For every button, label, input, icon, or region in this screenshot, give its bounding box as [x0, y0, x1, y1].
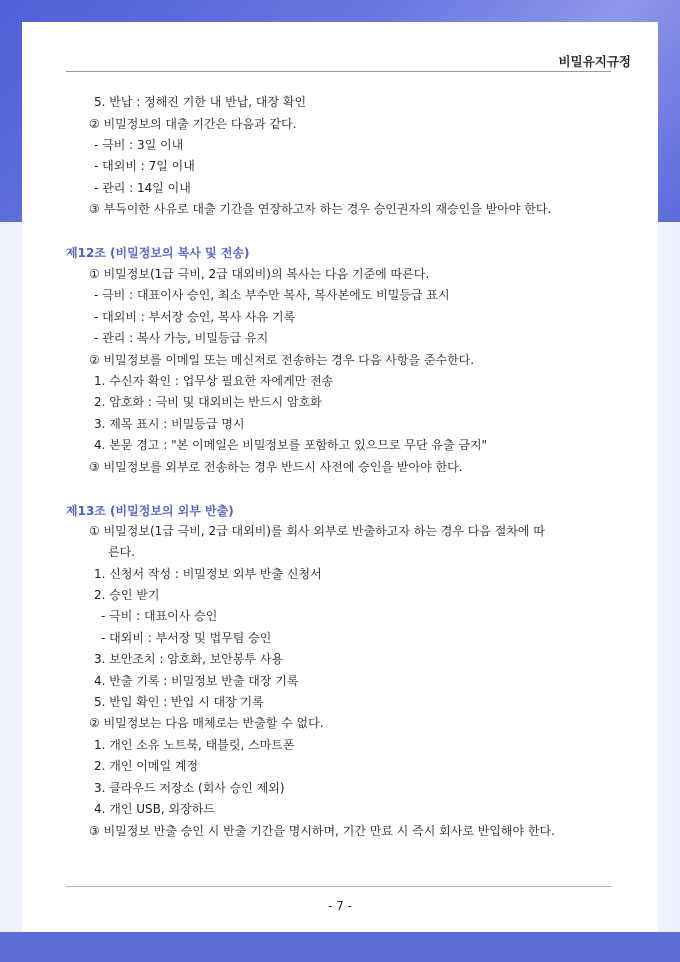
list-item: 4. 본문 경고 : "본 이메일은 비밀정보를 포함하고 있으므로 무단 유출 금지": [94, 438, 488, 452]
list-item: ① 비밀정보(1급 극비, 2급 대외비)를 회사 외부로 반출하고자 하는 경우 다음 절차에 따: [89, 524, 545, 538]
list-item: 2. 암호화 : 극비 및 대외비는 반드시 암호화: [94, 395, 322, 409]
list-item: ② 비밀정보를 이메일 또는 메신저로 전송하는 경우 다음 사항을 준수한다.: [89, 353, 475, 367]
list-item: 3. 보안조치 : 암호화, 보안봉투 사용: [94, 652, 284, 666]
list-item: 2. 승인 받기: [94, 588, 160, 602]
list-item: - 관리 : 14일 이내: [94, 181, 191, 195]
list-item: 1. 신청서 작성 : 비밀정보 외부 반출 신청서: [94, 567, 322, 581]
article-12-title: 제12조 (비밀정보의 복사 및 전송): [66, 246, 250, 260]
list-item: 1. 개인 소유 노트북, 태블릿, 스마트폰: [94, 738, 295, 752]
list-item: 른다.: [108, 545, 135, 559]
list-item: 1. 수신자 확인 : 업무상 필요한 자에게만 전송: [94, 374, 334, 388]
list-item: ② 비밀정보의 대출 기간은 다음과 같다.: [89, 117, 297, 131]
list-item: ② 비밀정보는 다음 매체로는 반출할 수 없다.: [89, 716, 324, 730]
list-item: ③ 비밀정보 반출 승인 시 반출 기간을 명시하며, 기간 만료 시 즉시 회사로 반입해야 한다.: [89, 824, 555, 838]
list-item: - 대외비 : 7일 이내: [94, 159, 195, 173]
list-item: ③ 부득이한 사유로 대출 기간을 연장하고자 하는 경우 승인권자의 재승인을 받아야 한다.: [89, 202, 552, 216]
header-divider: [66, 71, 611, 72]
list-item: - 극비 : 대표이사 승인, 최소 부수만 복사, 복사본에도 비밀등급 표시: [94, 288, 450, 302]
list-item: - 대외비 : 부서장 승인, 복사 사유 기록: [94, 310, 296, 324]
footer-divider: [66, 886, 611, 887]
list-item: - 관리 : 복사 가능, 비밀등급 유지: [94, 331, 269, 345]
article-13-title: 제13조 (비밀정보의 외부 반출): [66, 504, 234, 518]
list-item: 5. 반납 : 정해진 기한 내 반납, 대장 확인: [94, 95, 307, 109]
list-item: 2. 개인 이메일 계정: [94, 759, 199, 773]
list-item: 3. 제목 표시 : 비밀등급 명시: [94, 417, 245, 431]
list-item: 4. 반출 기록 : 비밀정보 반출 대장 기록: [94, 674, 299, 688]
page-number: - 7 -: [328, 899, 352, 913]
list-item: 3. 클라우드 저장소 (회사 승인 제외): [94, 781, 285, 795]
list-item: ① 비밀정보(1급 극비, 2급 대외비)의 복사는 다음 기준에 따른다.: [89, 267, 430, 281]
list-item: - 극비 : 대표이사 승인: [101, 609, 218, 623]
list-item: - 극비 : 3일 이내: [94, 138, 184, 152]
list-item: 4. 개인 USB, 외장하드: [94, 802, 215, 816]
list-item: 5. 반입 확인 : 반입 시 대장 기록: [94, 695, 264, 709]
background-bottom-band: [0, 932, 680, 962]
list-item: - 대외비 : 부서장 및 법무팀 승인: [101, 631, 272, 645]
document-header-title: 비밀유지규정: [558, 54, 631, 69]
list-item: ③ 비밀정보를 외부로 전송하는 경우 반드시 사전에 승인을 받아야 한다.: [89, 460, 463, 474]
